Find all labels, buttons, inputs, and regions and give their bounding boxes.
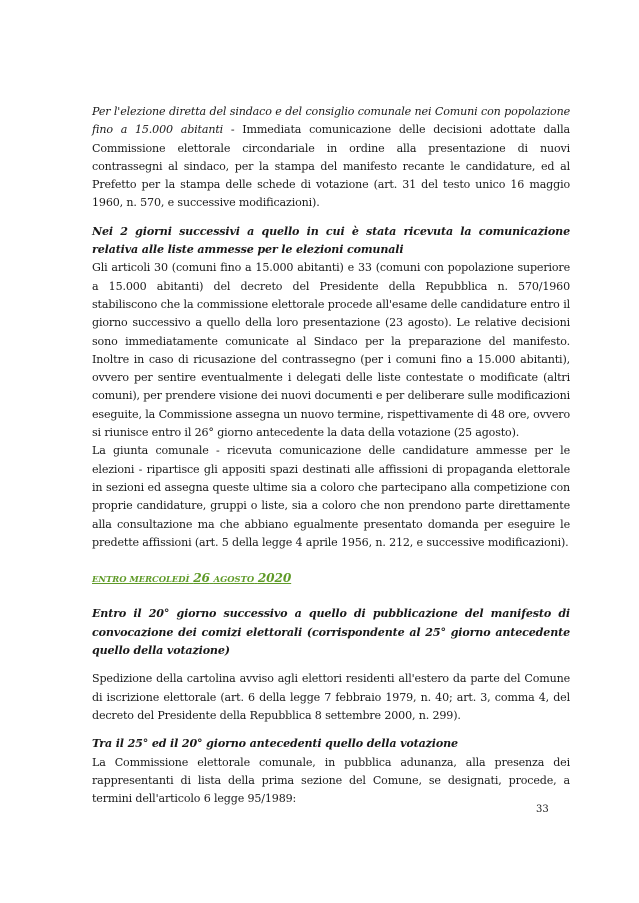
date-heading-year: 2020 — [257, 571, 292, 586]
intro-text: - Immediata comunicazione delle decisioni adottate dalla Commissione elettorale circondariale in ordine alla presentazione di nuovi contrassegni al sindaco, per la stampa del manifesto recante le candidature, ed al Prefetto per la stampa delle schede di votazione (art. 31 del testo unico 16 maggio 1960, n. 570, e successive modificazioni). — [92, 123, 570, 210]
section-body-giunta: La giunta comunale - ricevuta comunicazione delle candidature ammesse per le elezioni - ripartisce gli appositi spazi destinati alle affissioni di propaganda elettorale in sezioni ed assegna queste ultime sia a coloro che partecipano alla competizione con proprie candidature, gruppi o liste, sia a coloro che non prendono parte direttamente alla consultazione ma che abbiano egualmente presentato domanda per eseguire le predette affissioni (art. 5 della legge 4 aprile 1956, n. 212, e successive modificazioni). — [92, 444, 570, 549]
section-body-commissione: La Commissione elettorale comunale, in pubblica adunanza, alla presenza dei rappresentanti di lista della prima sezione del Comune, se designati, procede, a termini dell'articolo 6 legge 95/1989: — [92, 755, 570, 806]
section-body-articles: Gli articoli 30 (comuni fino a 15.000 abitanti) e 33 (comuni con popolazione superiore a 15.000 abitanti) del decreto del Presidente della Repubblica n. 570/1960 stabiliscono che la commissione elettorale procede all'esame delle candidature entro il giorno successivo a quello della loro presentazione (23 agosto). Le relative decisioni sono immediatamente comunicate al Sindaco per la preparazione del manifesto. Inoltre in caso di ricusazione del contrassegno (per i comuni fino a 15.000 abitanti), ovvero per sentire eventualmente i delegati delle liste contestate o modificate (altri comuni), per prendere visione dei nuovi documenti e per deliberare sulle modificazioni eseguite, la Commissione assegna un nuovo termine, rispettivamente di 48 ore, ovvero si riunisce entro il 26° giorno antecedente la data della votazione (25 agosto). — [92, 261, 570, 440]
page-number: 33 — [536, 804, 549, 815]
section-heading-2-days: Nei 2 giorni successivi a quello in cui è stata ricevuta la comunicazione relativa alle liste ammesse per le elezioni comunali — [92, 224, 570, 257]
section-heading-20th-day: Entro il 20° giorno successivo a quello di pubblicazione del manifesto di convocazione dei comizi elettorali (corrispondente al 25° giorno antecedente quello della votazione) — [92, 607, 570, 658]
intro-paragraph — [92, 103, 570, 213]
date-heading — [92, 569, 570, 588]
page-content — [92, 103, 570, 808]
intro-italic-lead: Per l'elezione diretta del sindaco e del consiglio comunale nei Comuni con popolazione fino a 15.000 abitanti — [92, 105, 570, 137]
date-heading-day: 26 — [193, 571, 210, 586]
section-body-cartolina: Spedizione della cartolina avviso agli elettori residenti all'estero da parte del Comune di iscrizione elettorale (art. 6 della legge 7 febbraio 1979, n. 40; art. 3, comma 4, del decreto del Presidente della Repubblica 8 settembre 2000, n. 299). — [92, 672, 570, 722]
date-heading-entro: ENTRO MERCOLEDÌ — [92, 574, 190, 585]
date-heading-month: AGOSTO — [213, 574, 255, 585]
section-heading-25-20-days: Tra il 25° ed il 20° giorno antecedenti quello della votazione — [92, 737, 458, 751]
